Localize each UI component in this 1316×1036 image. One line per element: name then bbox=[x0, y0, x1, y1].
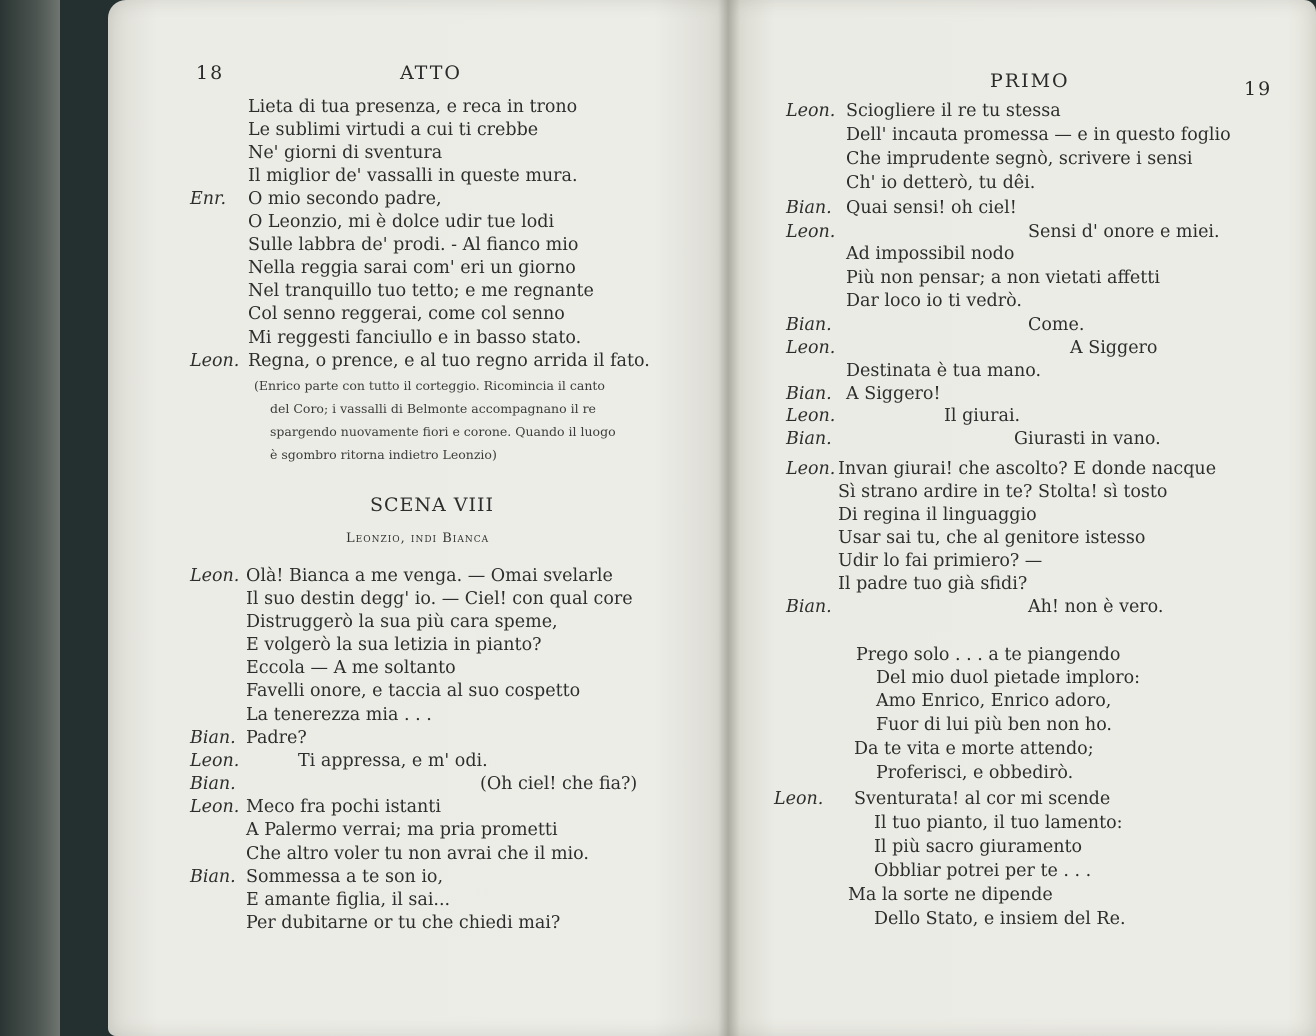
verse-line: Usar sai tu, che al genitore istesso bbox=[838, 528, 1146, 548]
speaker-label: Bian. bbox=[786, 597, 832, 617]
verse-line: Distruggerò la sua più cara speme, bbox=[246, 612, 558, 632]
aria-line: Proferisci, e obbedirò. bbox=[876, 763, 1074, 783]
verse-line: Destinata è tua mano. bbox=[846, 361, 1042, 381]
speaker-label: Leon. bbox=[190, 566, 240, 586]
verse-line: Dell' incauta promessa — e in questo foglio bbox=[846, 125, 1231, 145]
verse-line: Quai sensi! oh ciel! bbox=[846, 198, 1017, 218]
speaker-label: Leon. bbox=[786, 222, 836, 242]
verse-line: Sciogliere il re tu stessa bbox=[846, 101, 1061, 121]
speaker-label: Bian. bbox=[786, 384, 832, 404]
aria-line: Da te vita e morte attendo; bbox=[854, 739, 1094, 759]
verse-line: O mio secondo padre, bbox=[248, 189, 442, 209]
verse-line: Mi reggesti fanciullo e in basso stato. bbox=[248, 328, 582, 348]
verse-line: Per dubitarne or tu che chiedi mai? bbox=[246, 913, 561, 933]
stage-direction-line: è sgombro ritorna indietro Leonzio) bbox=[270, 447, 497, 462]
verse-line: Di regina il linguaggio bbox=[838, 505, 1037, 525]
verse-line: Il suo destin degg' io. — Ciel! con qual core bbox=[246, 589, 633, 609]
verse-line: Eccola — A me soltanto bbox=[246, 658, 456, 678]
verse-line: Regna, o prence, e al tuo regno arrida il fato. bbox=[248, 351, 650, 371]
aria-line: Del mio duol pietade imploro: bbox=[876, 668, 1141, 688]
scene-title: SCENA VIII bbox=[370, 494, 495, 516]
verse-line: Il padre tuo già sfidi? bbox=[838, 574, 1028, 594]
verse-line: Favelli onore, e taccia al suo cospetto bbox=[246, 681, 581, 701]
speaker-label: Leon. bbox=[774, 789, 824, 809]
verse-line: Come. bbox=[1028, 315, 1085, 335]
book-gutter bbox=[718, 0, 740, 1036]
speaker-label: Enr. bbox=[190, 189, 227, 209]
speaker-label: Bian. bbox=[190, 728, 236, 748]
speaker-label: Bian. bbox=[190, 867, 236, 887]
verse-line: Invan giurai! che ascolto? E donde nacque bbox=[838, 459, 1217, 479]
verse-line: Ch' io detterò, tu dêi. bbox=[846, 173, 1036, 193]
stage-direction-line: del Coro; i vassalli di Belmonte accompagnano il re bbox=[270, 401, 596, 416]
verse-line: Ti appressa, e m' odi. bbox=[298, 751, 488, 771]
verse-line: Sulle labbra de' prodi. - Al fianco mio bbox=[248, 235, 579, 255]
aria-line: Il più sacro giuramento bbox=[874, 837, 1083, 857]
verse-line: Nel tranquillo tuo tetto; e me regnante bbox=[248, 281, 594, 301]
verse-line: Giurasti in vano. bbox=[1014, 429, 1161, 449]
speaker-label: Leon. bbox=[190, 351, 240, 371]
verse-line: Nella reggia sarai com' eri un giorno bbox=[248, 258, 576, 278]
left-page bbox=[108, 0, 728, 1036]
verse-line: Ah! non è vero. bbox=[1028, 597, 1164, 617]
scene-characters: Leonzio, indi Bianca bbox=[346, 531, 490, 546]
book-edge-shadow bbox=[0, 0, 60, 1036]
speaker-label: Leon. bbox=[190, 751, 240, 771]
speaker-label: Bian. bbox=[786, 429, 832, 449]
verse-line: Che imprudente segnò, scrivere i sensi bbox=[846, 149, 1193, 169]
speaker-label: Bian. bbox=[786, 198, 832, 218]
verse-line: A Siggero bbox=[1070, 338, 1158, 358]
verse-line: Le sublimi virtudi a cui ti crebbe bbox=[248, 120, 539, 140]
verse-line: A Palermo verrai; ma pria prometti bbox=[246, 820, 558, 840]
stage-direction-line: spargendo nuovamente fiori e corone. Quando il luogo bbox=[270, 424, 616, 439]
right-page bbox=[728, 0, 1316, 1036]
verse-line: Udir lo fai primiero? — bbox=[838, 551, 1043, 571]
verse-line: Che altro voler tu non avrai che il mio. bbox=[246, 844, 589, 864]
verse-line: Dar loco io ti vedrò. bbox=[846, 291, 1022, 311]
speaker-label: Leon. bbox=[786, 338, 836, 358]
page-number: 19 bbox=[1244, 78, 1273, 100]
running-head: PRIMO bbox=[990, 70, 1070, 92]
stage-direction-line: (Enrico parte con tutto il corteggio. Ricomincia il canto bbox=[254, 378, 605, 393]
speaker-label: Leon. bbox=[786, 101, 836, 121]
verse-line: Il miglior de' vassalli in queste mura. bbox=[248, 166, 578, 186]
verse-line: Ad impossibil nodo bbox=[846, 244, 1015, 264]
verse-line: E amante figlia, il sai... bbox=[246, 890, 451, 910]
aria-line: Fuor di lui più ben non ho. bbox=[876, 715, 1112, 735]
speaker-label: Bian. bbox=[786, 315, 832, 335]
verse-line: Lieta di tua presenza, e reca in trono bbox=[248, 97, 578, 117]
verse-line: Olà! Bianca a me venga. — Omai svelarle bbox=[246, 566, 613, 586]
verse-line: La tenerezza mia . . . bbox=[246, 705, 432, 725]
verse-line: Sommessa a te son io, bbox=[246, 867, 444, 887]
aria-line: Prego solo . . . a te piangendo bbox=[856, 645, 1121, 665]
verse-line: Sì strano ardire in te? Stolta! sì tosto bbox=[838, 482, 1168, 502]
verse-line: Col senno reggerai, come col senno bbox=[248, 304, 565, 324]
aria-line: Amo Enrico, Enrico adoro, bbox=[876, 691, 1112, 711]
aria-line: Obbliar potrei per te . . . bbox=[874, 861, 1092, 881]
verse-line: O Leonzio, mi è dolce udir tue lodi bbox=[248, 212, 555, 232]
verse-line: Sensi d' onore e miei. bbox=[1028, 222, 1220, 242]
speaker-label: Bian. bbox=[190, 774, 236, 794]
aria-line: Dello Stato, e insiem del Re. bbox=[874, 909, 1126, 929]
verse-line: E volgerò la sua letizia in pianto? bbox=[246, 635, 542, 655]
verse-line: (Oh ciel! che fia?) bbox=[480, 774, 638, 794]
verse-line: Meco fra pochi istanti bbox=[246, 797, 441, 817]
aria-line: Il tuo pianto, il tuo lamento: bbox=[874, 813, 1123, 833]
verse-line: Ne' giorni di sventura bbox=[248, 143, 443, 163]
speaker-label: Leon. bbox=[190, 797, 240, 817]
speaker-label: Leon. bbox=[786, 406, 836, 426]
verse-line: Più non pensar; a non vietati affetti bbox=[846, 268, 1160, 288]
speaker-label: Leon. bbox=[786, 459, 836, 479]
running-head: ATTO bbox=[400, 62, 462, 84]
verse-line: Padre? bbox=[246, 728, 307, 748]
aria-line: Ma la sorte ne dipende bbox=[848, 885, 1053, 905]
verse-line: Il giurai. bbox=[944, 406, 1021, 426]
verse-line: A Siggero! bbox=[846, 384, 941, 404]
page-number: 18 bbox=[196, 62, 225, 84]
aria-line: Sventurata! al cor mi scende bbox=[854, 789, 1111, 809]
